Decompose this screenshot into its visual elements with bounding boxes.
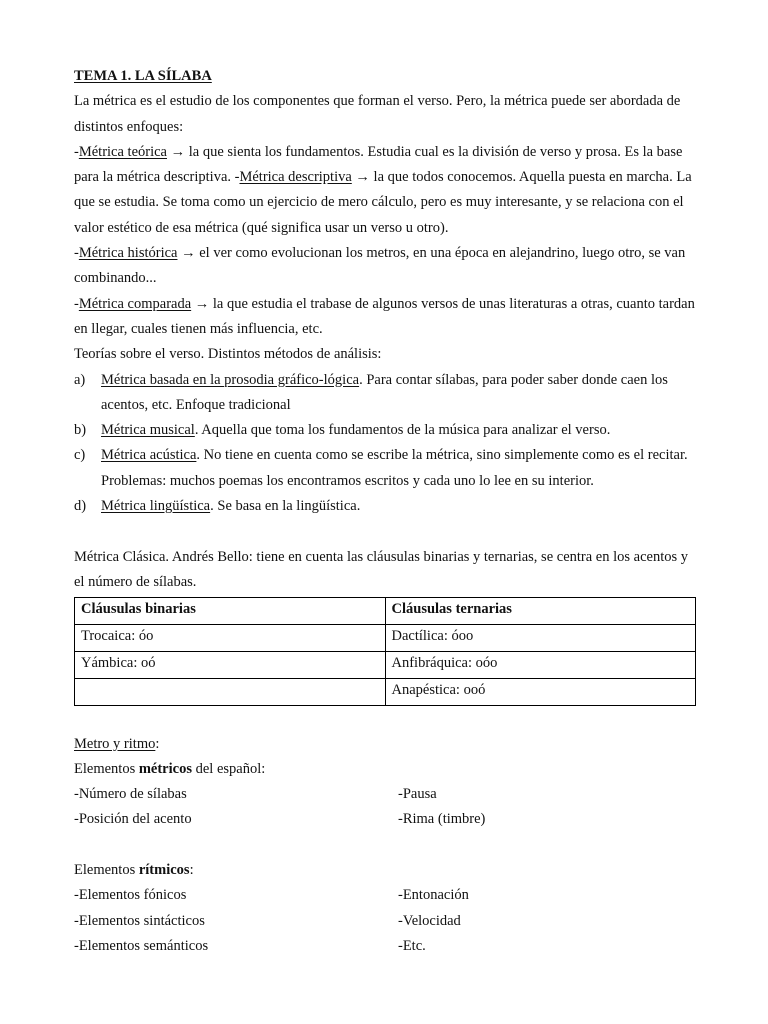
document-body <box>74 64 696 959</box>
dash: - <box>74 295 79 312</box>
teorias-heading: Teorías sobre el verso. Distintos métodos de análisis: <box>74 346 382 363</box>
table-cell: Trocaica: óo <box>75 625 386 652</box>
metrica-teorica-text: → la que sienta los fundamentos. Estudia cual es la división de verso y prosa. Es la base para la métrica descriptiva. - <box>74 143 683 186</box>
table-cell: Anapéstica: ooó <box>385 679 696 706</box>
table-header-binarias: Cláusulas binarias <box>75 598 386 625</box>
list-item-body <box>101 418 696 443</box>
list-marker: c) <box>74 447 86 464</box>
list-item <box>74 494 696 519</box>
spacer <box>74 833 696 858</box>
metrica-descriptiva-text: → la que todos conocemos. Aquella puesta en marcha. La que se estudia. Se toma como un ejercicio de mero cálculo, pero es muy interesante, y se relaciona con el valor estético de esa métrica (qué significa usar un verso u otro). <box>74 169 692 236</box>
term-metrica-comparada: Métrica comparada <box>78 295 192 312</box>
metrica-historica-paragraph <box>74 241 696 292</box>
spacer <box>74 706 696 731</box>
spacer <box>74 519 696 544</box>
list-term: Métrica lingüística <box>101 498 211 515</box>
metricos-left-item: -Posición del acento <box>74 811 192 828</box>
clausulas-table <box>74 597 696 706</box>
metricos-bold: métricos <box>138 760 192 777</box>
ritmicos-heading <box>74 858 696 883</box>
list-item <box>74 418 696 443</box>
list-term: Métrica musical <box>101 422 195 439</box>
metricos-right-item: -Pausa <box>398 786 437 803</box>
intro-paragraph: La métrica es el estudio de los componentes que forman el verso. Pero, la métrica puede ser abordada de distintos enfoques: <box>74 93 681 135</box>
ritmicos-left-item: -Elementos fónicos <box>74 887 187 904</box>
ritmicos-row <box>74 883 696 908</box>
metrica-historica-text: → el ver como evolucionan los metros, en una época en alejandrino, luego otro, se van combinando... <box>74 245 686 287</box>
table-row <box>75 679 696 706</box>
metricos-pre: Elementos <box>74 760 139 777</box>
metricos-left-item: -Número de sílabas <box>74 786 187 803</box>
list-item <box>74 368 696 419</box>
list-term: Métrica acústica <box>101 447 197 464</box>
list-item-body <box>101 494 696 519</box>
term-metrica-historica: Métrica histórica <box>78 245 178 262</box>
ritmicos-bold: rítmicos <box>138 862 190 879</box>
metricos-row <box>74 782 696 807</box>
metricos-row <box>74 807 696 832</box>
metrica-teorica-paragraph <box>74 140 696 241</box>
ritmicos-row <box>74 909 696 934</box>
metricos-right-item: -Rima (timbre) <box>398 811 486 828</box>
ritmicos-left-item: -Elementos sintácticos <box>74 912 205 929</box>
ritmicos-post: : <box>189 862 194 879</box>
ritmicos-left-item: -Elementos semánticos <box>74 937 209 954</box>
list-text: . Para contar sílabas, para poder saber donde caen los acentos, etc. Enfoque tradicional <box>101 371 668 413</box>
list-marker: a) <box>74 371 86 388</box>
term-metro-ritmo: Metro y ritmo <box>74 735 156 752</box>
table-cell: Dactílica: óoo <box>385 625 696 652</box>
table-cell <box>75 679 386 706</box>
ritmicos-right-item: -Etc. <box>398 937 426 954</box>
metrica-comparada-paragraph <box>74 292 696 343</box>
table-row <box>75 652 696 679</box>
table-cell: Anfibráquica: oóo <box>385 652 696 679</box>
metricos-post: del español: <box>191 760 266 777</box>
metrica-comparada-text: → la que estudia el trabase de algunos versos de unas literaturas a otras, cuanto tardan en llegar, cuales tienen más influencia, etc. <box>74 295 695 337</box>
list-text: . Aquella que toma los fundamentos de la música para analizar el verso. <box>194 422 611 439</box>
dash: - <box>74 143 79 160</box>
list-marker: d) <box>74 498 87 515</box>
metro-ritmo-heading <box>74 732 696 757</box>
list-text: . Se basa en la lingüística. <box>210 498 361 515</box>
metrica-clasica-paragraph: Métrica Clásica. Andrés Bello: tiene en cuenta las cláusulas binarias y ternarias, se centra en los acentos y el número de sílabas. <box>74 548 689 590</box>
colon: : <box>155 735 160 752</box>
list-item <box>74 443 696 494</box>
list-item-body <box>101 443 696 494</box>
table-header-row <box>75 598 696 625</box>
ritmicos-right-item: -Velocidad <box>398 912 461 929</box>
ritmicos-pre: Elementos <box>74 862 139 879</box>
list-text: . No tiene en cuenta como se escribe la métrica, sino simplemente como es el recitar. Problemas: muchos poemas los encontramos escritos y cada uno lo lee en su interior. <box>101 447 688 489</box>
term-metrica-descriptiva: Métrica descriptiva <box>239 169 352 186</box>
table-row <box>75 625 696 652</box>
ritmicos-row <box>74 934 696 959</box>
term-metrica-teorica: Métrica teórica <box>78 143 167 160</box>
metricos-heading <box>74 757 696 782</box>
list-term: Métrica basada en la prosodia gráfico-lógica <box>101 371 360 388</box>
dash: - <box>74 245 79 262</box>
table-header-ternarias: Cláusulas ternarias <box>385 598 696 625</box>
list-marker: b) <box>74 422 87 439</box>
ritmicos-right-item: -Entonación <box>398 887 469 904</box>
list-item-body <box>101 368 696 419</box>
table-cell: Yámbica: oó <box>75 652 386 679</box>
page-title: TEMA 1. LA SÍLABA <box>74 68 212 84</box>
